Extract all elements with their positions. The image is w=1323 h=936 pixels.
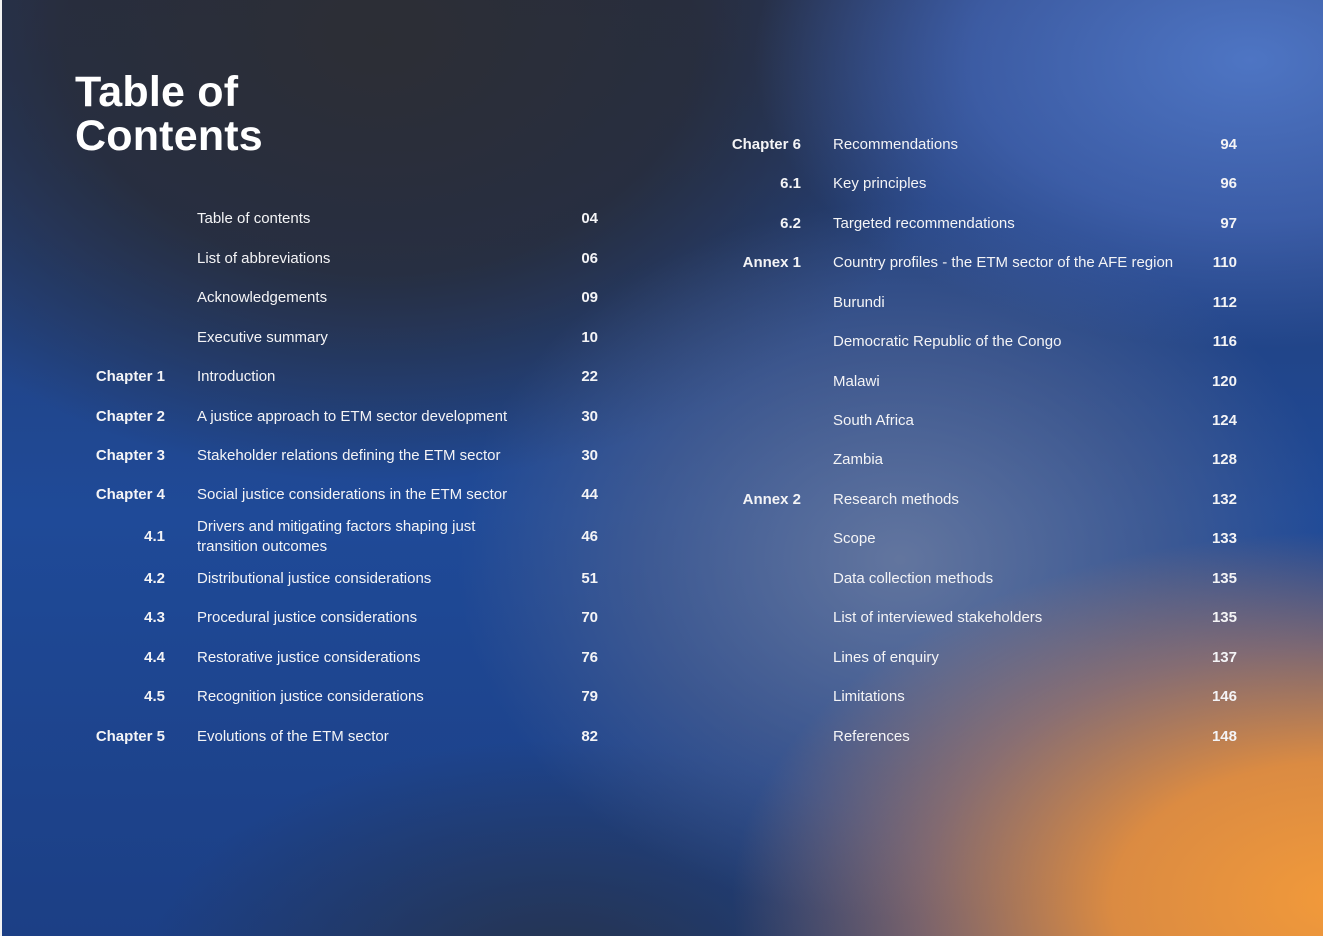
toc-entry-drc[interactable] xyxy=(730,332,1240,372)
toc-entry-page: 70 xyxy=(581,609,598,626)
toc-entry-title: Limitations xyxy=(833,688,905,705)
toc-entry-page: 44 xyxy=(581,486,598,503)
toc-entry-title: Procedural justice considerations xyxy=(197,609,418,626)
toc-entry-title: List of interviewed stakeholders xyxy=(833,609,1043,626)
toc-entry-page: 120 xyxy=(1211,373,1237,390)
toc-entry-4-3[interactable] xyxy=(95,608,600,648)
toc-entry-title: Democratic Republic of the Congo xyxy=(833,333,1062,350)
toc-entry-6-1[interactable] xyxy=(730,174,1240,214)
toc-entry-number: Chapter 4 xyxy=(95,486,165,503)
toc-entry-page: 135 xyxy=(1211,609,1237,626)
toc-entry-title: Key principles xyxy=(833,175,927,192)
toc-entry-scope[interactable] xyxy=(730,529,1240,569)
toc-entry-number: 4.2 xyxy=(144,570,165,587)
toc-entry-page: 124 xyxy=(1211,412,1237,429)
toc-entry-lines-of-enquiry[interactable] xyxy=(730,648,1240,688)
toc-entry-interviewed-stakeholders[interactable] xyxy=(730,608,1240,648)
toc-entry-title: South Africa xyxy=(833,412,914,429)
page-title-line-2: Contents xyxy=(75,112,263,160)
toc-entry-malawi[interactable] xyxy=(730,372,1240,412)
toc-entry-page: 132 xyxy=(1211,491,1237,508)
toc-entry-title: Drivers and mitigating factors shaping just transition outcomes xyxy=(197,518,476,555)
toc-entry-title: Scope xyxy=(833,530,876,547)
toc-entry-page: 133 xyxy=(1211,530,1237,547)
toc-entry-burundi[interactable] xyxy=(730,293,1240,333)
toc-entry-references[interactable] xyxy=(730,727,1240,767)
toc-entry-title: Distributional justice considerations xyxy=(197,570,432,587)
page-title xyxy=(75,70,263,158)
toc-entry-4-4[interactable] xyxy=(95,648,600,688)
toc-entry-page: 137 xyxy=(1211,649,1237,666)
toc-entry-limitations[interactable] xyxy=(730,687,1240,727)
toc-entry-title: Stakeholder relations defining the ETM sector xyxy=(197,447,501,464)
toc-entry-title: Restorative justice considerations xyxy=(197,649,421,666)
toc-entry-page: 110 xyxy=(1212,254,1237,271)
toc-entry-number: Chapter 6 xyxy=(731,136,801,153)
toc-entry-title: Social justice considerations in the ETM sector xyxy=(197,486,508,503)
toc-entry-page: 09 xyxy=(581,289,598,306)
toc-entry-title: Executive summary xyxy=(197,329,328,346)
toc-entry-title: Evolutions of the ETM sector xyxy=(197,728,389,745)
toc-entry-title: Introduction xyxy=(197,368,276,385)
toc-entry-page: 79 xyxy=(581,688,598,705)
toc-entry-annex-2[interactable] xyxy=(730,490,1240,530)
toc-entry-title: Malawi xyxy=(833,373,880,390)
toc-entry-page: 04 xyxy=(581,210,598,227)
toc-entry-page: 30 xyxy=(581,447,598,464)
toc-entry-title: List of abbreviations xyxy=(197,250,331,267)
toc-entry-title: Table of contents xyxy=(197,210,311,227)
toc-entry-number: 4.3 xyxy=(144,609,165,626)
toc-entry-6-2[interactable] xyxy=(730,214,1240,254)
toc-entry-page: 06 xyxy=(581,250,598,267)
toc-entry-page: 96 xyxy=(1220,175,1237,192)
toc-entry-chapter-3[interactable] xyxy=(95,446,600,486)
toc-entry-title: References xyxy=(833,728,910,745)
toc-entry-page: 46 xyxy=(581,528,598,545)
toc-entry-number: 4.1 xyxy=(144,528,165,545)
toc-entry-chapter-1[interactable] xyxy=(95,367,600,407)
toc-entry-table-of-contents[interactable] xyxy=(95,209,600,249)
toc-entry-data-collection-methods[interactable] xyxy=(730,569,1240,609)
toc-entry-page: 10 xyxy=(581,329,598,346)
toc-entry-south-africa[interactable] xyxy=(730,411,1240,451)
toc-entry-page: 30 xyxy=(581,408,598,425)
toc-entry-4-2[interactable] xyxy=(95,569,600,609)
toc-entry-number: Chapter 2 xyxy=(95,408,165,425)
toc-entry-page: 22 xyxy=(581,368,598,385)
toc-entry-page: 97 xyxy=(1220,215,1237,232)
toc-entry-4-5[interactable] xyxy=(95,687,600,727)
toc-entry-chapter-2[interactable] xyxy=(95,407,600,447)
toc-entry-page: 116 xyxy=(1212,333,1237,350)
toc-entry-page: 94 xyxy=(1220,136,1237,153)
toc-entry-number: Chapter 5 xyxy=(95,728,165,745)
toc-entry-4-1[interactable] xyxy=(95,517,600,561)
toc-entry-list-of-abbreviations[interactable] xyxy=(95,249,600,289)
toc-entry-title: A justice approach to ETM sector development xyxy=(197,408,508,425)
toc-entry-number: 4.5 xyxy=(144,688,165,705)
toc-entry-number: Chapter 1 xyxy=(95,368,165,385)
toc-entry-title: Lines of enquiry xyxy=(833,649,939,666)
toc-entry-number: 6.1 xyxy=(780,175,801,192)
toc-entry-page: 112 xyxy=(1212,294,1237,311)
toc-entry-title: Burundi xyxy=(833,294,885,311)
toc-entry-page: 51 xyxy=(581,570,598,587)
toc-entry-acknowledgements[interactable] xyxy=(95,288,600,328)
page-edge xyxy=(0,0,2,936)
toc-entry-title: Acknowledgements xyxy=(197,289,328,306)
toc-entry-title: Zambia xyxy=(833,451,884,468)
toc-entry-chapter-6[interactable] xyxy=(730,135,1240,175)
toc-entry-number: 6.2 xyxy=(780,215,801,232)
toc-entry-title: Recognition justice considerations xyxy=(197,688,424,705)
toc-entry-number: 4.4 xyxy=(144,649,165,666)
toc-entry-annex-1[interactable] xyxy=(730,253,1240,293)
toc-entry-page: 76 xyxy=(581,649,598,666)
page-title-line-1: Table of xyxy=(75,68,239,116)
toc-entry-chapter-5[interactable] xyxy=(95,727,600,767)
toc-entry-page: 82 xyxy=(581,728,598,745)
toc-entry-page: 146 xyxy=(1211,688,1237,705)
toc-entry-number: Annex 2 xyxy=(742,491,801,508)
toc-entry-title: Data collection methods xyxy=(833,570,994,587)
toc-entry-title: Recommendations xyxy=(833,136,959,153)
toc-entry-title: Country profiles - the ETM sector of the AFE region xyxy=(833,254,1174,271)
toc-entry-title: Research methods xyxy=(833,491,959,508)
toc-entry-title: Targeted recommendations xyxy=(833,215,1015,232)
toc-entry-executive-summary[interactable] xyxy=(95,328,600,368)
toc-entry-page: 135 xyxy=(1211,570,1237,587)
toc-entry-zambia[interactable] xyxy=(730,450,1240,490)
toc-entry-page: 148 xyxy=(1211,728,1237,745)
toc-entry-page: 128 xyxy=(1211,451,1237,468)
toc-entry-number: Annex 1 xyxy=(742,254,801,271)
toc-entry-number: Chapter 3 xyxy=(95,447,165,464)
